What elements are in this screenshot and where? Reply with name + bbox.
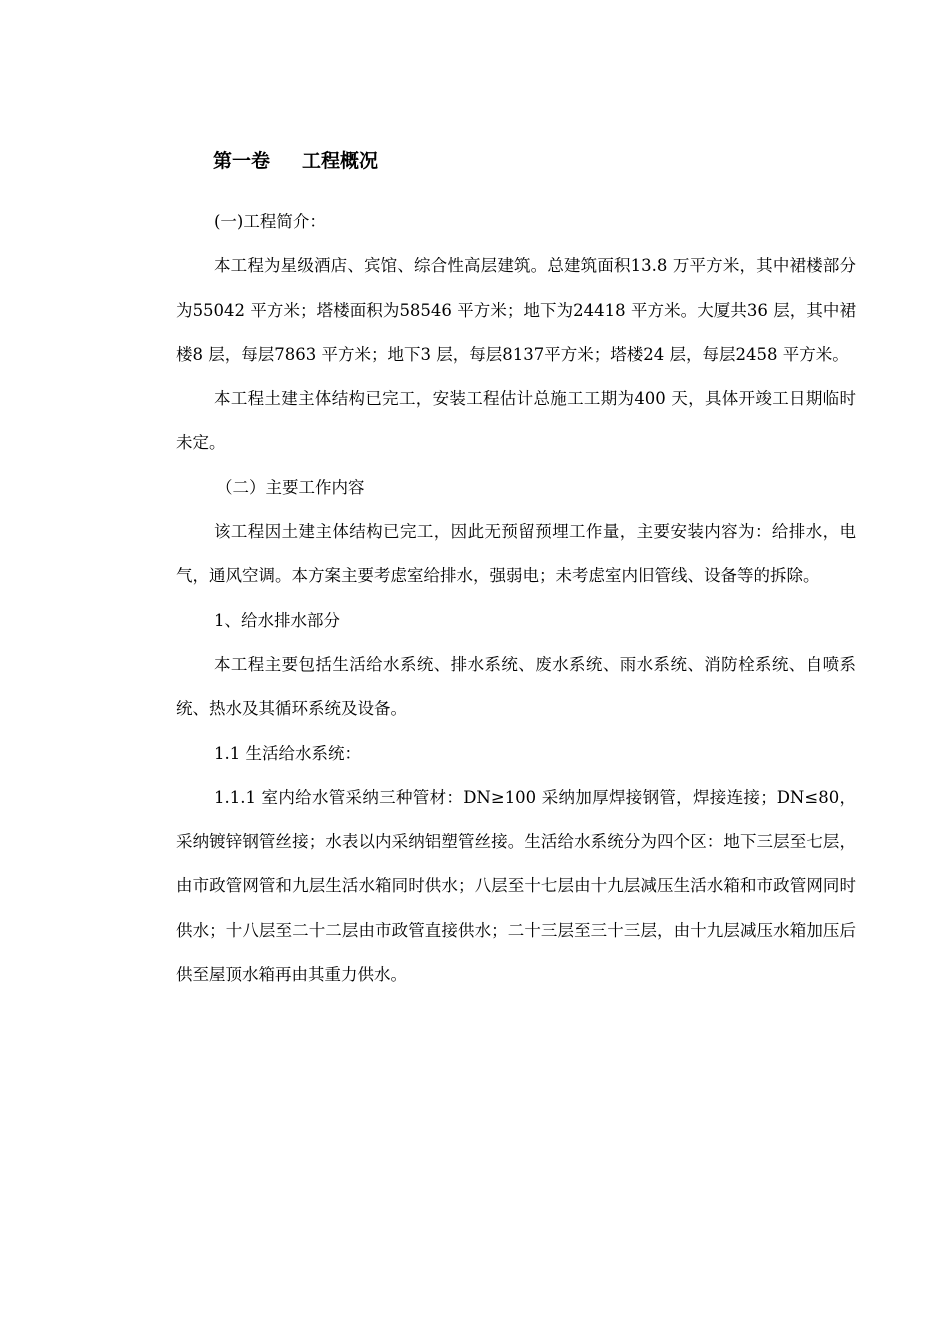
section-heading-plumbing: 1、给水排水部分 — [214, 610, 340, 630]
paragraph-work-scope: 该工程因土建主体结构已完工，因此无预留预埋工作量，主要安装内容为：给排水，电气，通风空调。本方案主要考虑室给排水，强弱电；未考虑室内旧管线、设备等的拆除。 — [176, 522, 856, 586]
chapter-title: 工程概况 — [302, 150, 379, 172]
section-heading-main-work: （二）主要工作内容 — [216, 477, 365, 497]
paragraph-project-overview: 本工程为星级酒店、宾馆、综合性高层建筑。总建筑面积13.8 万平方米，其中裙楼部分为55042 平方米；塔楼面积为58546 平方米；地下为24418 平方米。大厦共36 层，其中裙楼8 层，每层7863 平方米；地下3 层，每层8137平方米；塔楼24 层，每层2458 平方米。 — [176, 256, 856, 364]
volume-label: 第一卷 — [213, 150, 271, 172]
page-title — [213, 146, 378, 176]
paragraph-water-supply-details: 1.1.1 室内给水管采纳三种管材：DN≥100 采纳加厚焊接钢管，焊接连接；DN≤80，采纳镀锌钢管丝接；水表以内采纳铝塑管丝接。生活给水系统分为四个区：地下三层至七层，由市政管网管和九层生活水箱同时供水；八层至十七层由十九层减压生活水箱和市政管网同时供水；十八层至二十二层由市政管直接供水；二十三层至三十三层，由十九层减压水箱加压后供至屋顶水箱再由其重力供水。 — [176, 787, 856, 985]
document-body — [176, 200, 856, 997]
section-heading-intro: (一)工程简介： — [214, 212, 326, 231]
paragraph-schedule: 本工程土建主体结构已完工，安装工程估计总施工工期为400 天，具体开竣工日期临时未定。 — [176, 389, 856, 453]
paragraph-plumbing-systems: 本工程主要包括生活给水系统、排水系统、废水系统、雨水系统、消防栓系统、自喷系统、热水及其循环系统及设备。 — [176, 654, 856, 719]
subsection-heading-water-supply: 1.1 生活给水系统： — [214, 743, 361, 763]
